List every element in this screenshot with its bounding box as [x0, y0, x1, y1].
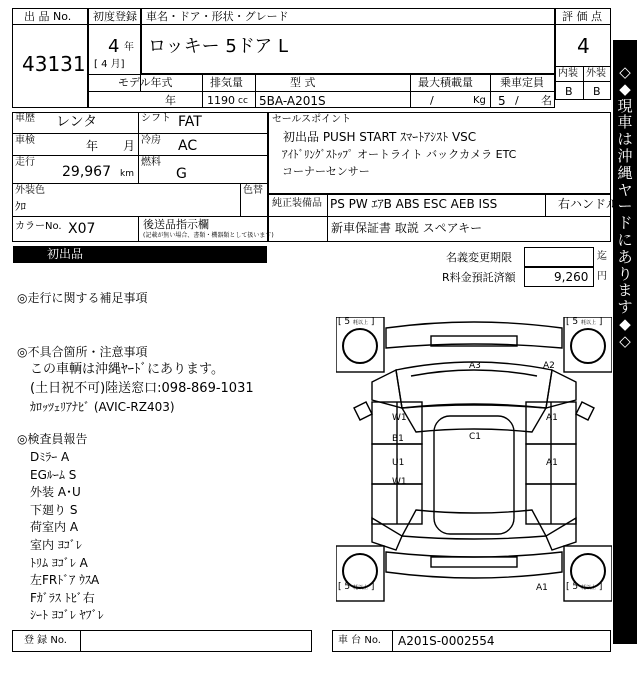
model-year-label: モデル年式 — [118, 76, 173, 89]
inspector-line: ﾄﾘﾑ ﾖｺﾞﾚ A — [30, 555, 88, 570]
car-diagram — [336, 310, 612, 602]
aftermarket-label: 後送品指示欄 — [143, 218, 209, 231]
damage-mark-a1-rear-bumper: A1 — [536, 583, 548, 593]
banner-char: ◆ — [619, 314, 631, 333]
defects-title: ◎不具合箇所・注意事項 — [17, 345, 148, 359]
documents-value: 新車保証書 取説 スペアキー — [331, 221, 483, 235]
tire-label-fr: [ 5 粍以上 ] — [566, 317, 603, 327]
displacement-label: 排気量 — [210, 76, 243, 89]
displacement-unit: cc — [238, 96, 248, 106]
lot-number: 43131 — [22, 52, 86, 76]
inspector-line: Fｶﾞﾗｽ ﾄﾋﾞ右 — [30, 590, 95, 605]
defect-line-2: (土日祝不可)陸送窓口:098-869-1031 — [30, 381, 254, 396]
defect-line-1: この車輌は沖縄ﾔｰﾄﾞにあります。 — [30, 362, 224, 377]
inspection-month: 月 — [123, 139, 136, 153]
score-value: 4 — [577, 34, 590, 58]
max-load-value: / — [430, 94, 434, 107]
capacity-sep: / — [515, 94, 519, 107]
inspection-label: 車検 — [15, 135, 35, 146]
ac-label: 冷房 — [141, 135, 161, 146]
banner-char: あ — [617, 247, 633, 266]
inspector-line: 下廻り S — [30, 502, 78, 517]
sales-line-1: 初出品 PUSH START ｽﾏｰﾄｱｼｽﾄ VSC — [283, 130, 477, 144]
reg-month: [ 4 月] — [94, 59, 125, 70]
inspector-line: 外装 A･U — [30, 485, 81, 500]
banner-char: 現 — [617, 96, 633, 115]
banner-char: 沖 — [617, 146, 633, 165]
damage-mark-u1: U1 — [392, 458, 405, 468]
interior-label: 内装 — [558, 68, 578, 79]
mileage-value: 29,967 — [62, 164, 111, 180]
inspection-year: 年 — [86, 139, 99, 153]
banner-char: ま — [617, 281, 633, 300]
banner-char: ◆ — [619, 79, 631, 98]
shift-value: FAT — [178, 114, 202, 130]
shift-label: シフト — [141, 113, 171, 124]
displacement-value: 1190 — [207, 94, 235, 107]
chassis-no-label: 車 台 No. — [338, 635, 381, 646]
type-value: 5BA-A201S — [259, 94, 326, 108]
defect-line-3: ｶﾛｯﾂｪﾘｱﾅﾋﾞ (AVIC-RZ403) — [30, 400, 175, 414]
model-year-unit: 年 — [165, 94, 176, 107]
max-load-label: 最大積載量 — [418, 76, 473, 89]
capacity-unit: 名 — [541, 94, 552, 107]
banner-char: ド — [617, 214, 633, 233]
driving-notes-title: ◎走行に関する補足事項 — [17, 291, 148, 305]
inspector-line: 荷室内 A — [30, 520, 79, 535]
inspector-line: 左FRﾄﾞｱ ｳｽA — [30, 573, 100, 588]
exterior-color-value: ｸﾛ — [15, 200, 26, 213]
fuel-value: G — [176, 166, 187, 182]
tire-label-fl: [ 5 粍以上 ] — [338, 317, 375, 327]
exterior-grade: B — [593, 85, 601, 98]
chassis-no-value: A201S-0002554 — [398, 634, 495, 648]
damage-mark-b1: B1 — [392, 434, 404, 444]
first-listing-banner: 初出品 — [13, 246, 267, 263]
damage-mark-a1-rear-right: A1 — [546, 458, 558, 468]
exterior-label: 外装 — [586, 68, 606, 79]
recycle-label: R料金預託済額 — [442, 271, 516, 284]
name-change-unit: 迄 — [597, 251, 607, 262]
fuel-label: 燃料 — [141, 157, 161, 168]
inspector-line: Dﾐﾗｰ A — [30, 450, 70, 464]
max-load-unit: Kg — [473, 95, 486, 106]
damage-mark-c1: C1 — [469, 432, 482, 442]
banner-char: す — [617, 298, 633, 317]
name-change-label: 名義変更期限 — [446, 251, 512, 264]
color-no-label: カラーNo. — [15, 221, 62, 232]
inspector-line: EGﾙｰﾑ S — [30, 467, 77, 482]
car-name-label: 車名・ドア・形状・グレード — [146, 10, 289, 23]
banner-char: ヤ — [617, 180, 633, 199]
location-banner — [613, 40, 637, 644]
exterior-color-label: 外装色 — [15, 185, 45, 196]
tire-label-rl: [ 5 粍以上 ] — [338, 582, 375, 592]
history-label: 車歴 — [15, 113, 35, 124]
damage-mark-a1-front-right: A1 — [546, 413, 558, 423]
mileage-unit: km — [120, 169, 134, 179]
banner-char: は — [617, 130, 633, 149]
sales-line-3: コーナーセンサー — [282, 165, 370, 178]
lot-label: 出 品 No. — [24, 10, 72, 23]
banner-char: ー — [617, 197, 633, 216]
damage-mark-a2: A2 — [543, 361, 555, 371]
capacity-label: 乗車定員 — [500, 76, 544, 89]
damage-mark-a3: A3 — [469, 361, 481, 371]
banner-char: 車 — [617, 113, 633, 132]
equipment-value: PS PW ｴｱB ABS ESC AEB ISS — [330, 197, 498, 211]
inspector-line: 室内 ﾖｺﾞﾚ — [30, 538, 82, 552]
recycle-value: 9,260 — [554, 270, 589, 284]
equipment-label: 純正装備品 — [272, 198, 322, 209]
reg-year-unit: 年 — [124, 42, 134, 53]
name-change-field — [524, 247, 594, 267]
color-change-label: 色替 — [243, 185, 263, 196]
score-label: 評 価 点 — [562, 10, 602, 23]
inspector-title: ◎検査員報告 — [17, 432, 88, 446]
recycle-unit: 円 — [597, 271, 607, 282]
interior-grade: B — [565, 85, 573, 98]
tire-label-rr: [ 5 粍以上 ] — [566, 582, 603, 592]
registration-no-label: 登 録 No. — [24, 635, 67, 646]
banner-char: 縄 — [617, 163, 633, 182]
damage-mark-w1-rear: W1 — [392, 477, 407, 487]
sales-line-2: ｱｲﾄﾞﾘﾝｸﾞｽﾄｯﾌﾟ オートライト バックカメラ ETC — [282, 148, 517, 161]
history-value: レンタ — [56, 114, 98, 130]
banner-char: に — [617, 230, 633, 249]
handle-value: 右ハンドル — [558, 197, 619, 211]
type-label: 型 式 — [290, 76, 316, 89]
aftermarket-note: (記載が無い場合、書類・機器類として扱います) — [143, 232, 274, 239]
ac-value: AC — [178, 138, 198, 154]
mileage-label: 走行 — [15, 157, 35, 168]
first-reg-label: 初度登録 — [93, 10, 137, 23]
capacity-value: 5 — [498, 94, 506, 108]
banner-char: り — [617, 264, 633, 283]
banner-char: ◇ — [619, 331, 631, 350]
color-no-value: X07 — [68, 221, 96, 237]
reg-year: 4 — [108, 36, 120, 57]
car-name: ロッキー 5ドア L — [148, 36, 289, 57]
sales-point-label: セールスポイント — [272, 114, 352, 125]
banner-char: ◇ — [619, 63, 631, 81]
inspector-line: ｼｰﾄ ﾖｺﾞﾚ ﾔﾌﾞﾚ — [30, 608, 104, 623]
damage-mark-w1-front: W1 — [392, 413, 407, 423]
